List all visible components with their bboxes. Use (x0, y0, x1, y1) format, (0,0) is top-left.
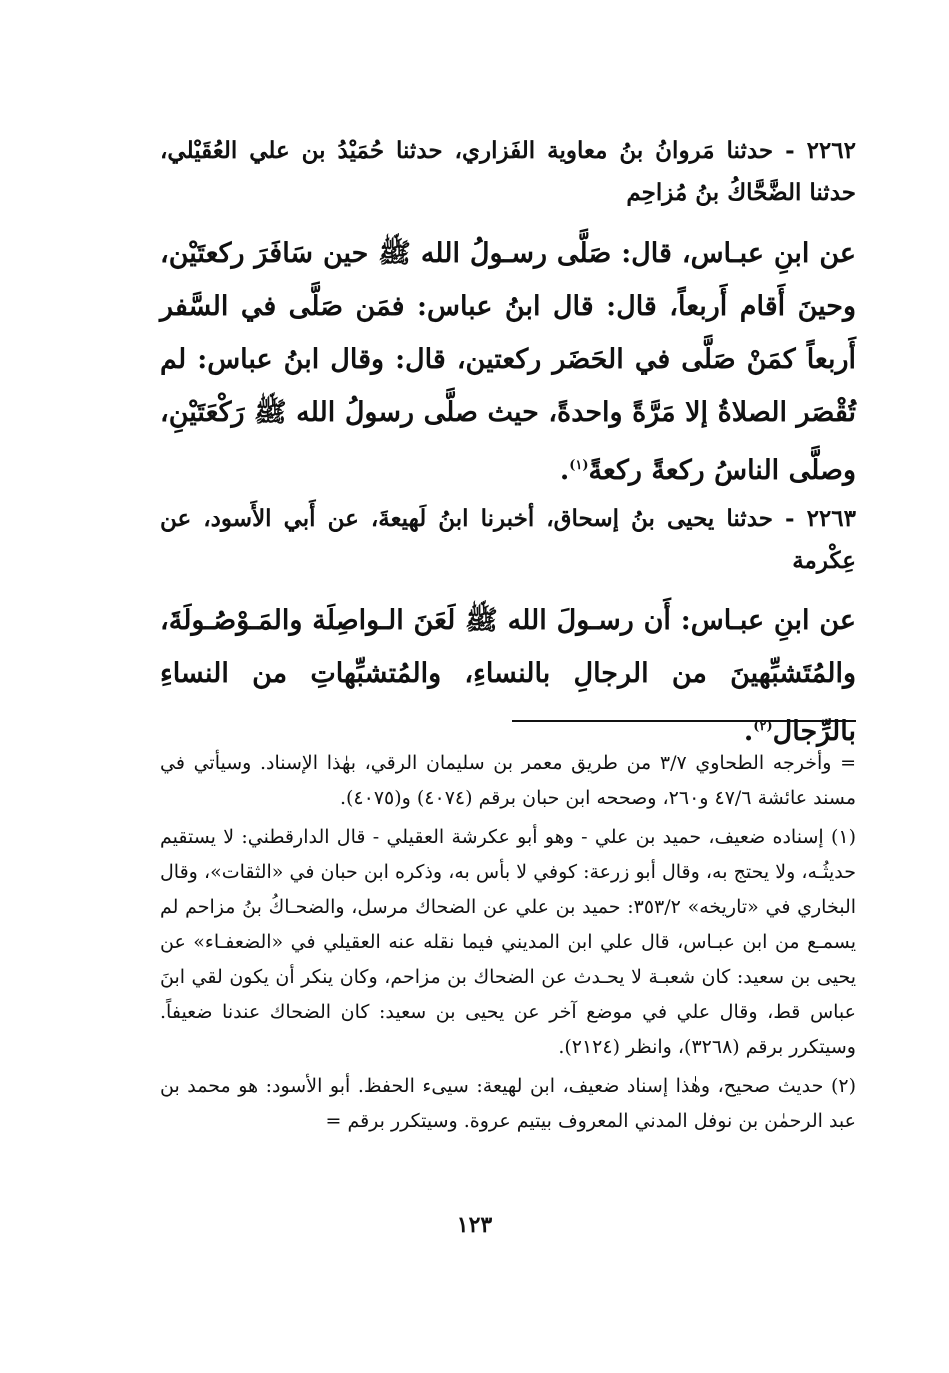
matn-text: عن ابنِ عبـاس: أَن رسـولَ الله ﷺ لَعَنَ الـواصِلَة والمَـوْصُـولَةَ، والمُتَشبِّهينَ من الرجالِ بالنساءِ، والمُتشبِّهاتِ من النساءِ بالرِّجال (160, 605, 856, 747)
isnad-text: - حدثنا مَروانُ بنُ معاوية الفَزاري، حدثنا حُمَيْدُ بن علي العُقَيْلي، حدثنا الضَّحَّاكُ بنُ مُزاحِم (160, 137, 856, 206)
hadith-number: ٢٢٦٣ (806, 505, 856, 532)
isnad-text: - حدثنا يحيى بنُ إسحاق، أخبرنا ابنُ لَهيعةَ، عن أَبي الأَسود، عن عِكْرمة (160, 505, 856, 574)
footnotes (160, 746, 856, 1139)
end-mark: . (559, 455, 570, 486)
hadith-2262-chain (160, 130, 856, 214)
hadith-number: ٢٢٦٢ (806, 137, 856, 164)
footnote-separator (512, 720, 856, 722)
footnote-ref: (٢) (753, 719, 773, 734)
end-mark: . (743, 716, 754, 747)
hadith-2263-text (160, 594, 856, 758)
footnote-carryover: = وأخرجه الطحاوي ٣/٧ من طريق معمر بن سليمان الرقي، بهٰذا الإسناد. وسيأتي في مسند عائشة ٤٧/٦ و٢٦٠، وصححه ابن حبان برقم (٤٠٧٤) و(٤٠٧٥). (160, 752, 856, 809)
hadith-2263-chain (160, 498, 856, 582)
footnote-label: (٢) (830, 1075, 856, 1097)
footnote-text: إسناده ضعيف، حميد بن علي - وهو أبو عكرشة العقيلي - قال الدارقطني: لا يستقيم حديثُـه، ولا يحتج به، وقال أبو زرعة: كوفي لا بأس به، وذكره ابن حبان في «الثقات»، وقال البخاري في «تاريخه» ٣٥٣/٢: حميد بن علي عن الضحاك مرسل، والضحـاكُ بنُ مزاحم لم يسمـع من ابن عبـاس، قال علي ابن المديني فيما نقله عنه العقيلي في «الضعفـاء» عن يحيى بن سعيد: كان شعبـة لا يحـدث عن الضحاك بن مزاحم، وكان ينكر أن يكون لقي ابنَ عباس قط، وقال علي في موضع آخر عن يحيى بن سعيد: كان الضحاك عندنا ضعيفاً. وسيتكرر برقم (٣٢٦٨)، وانظر (٢١٢٤). (160, 826, 857, 1058)
footnote-2 (160, 1069, 856, 1139)
hadith-2262-text (160, 227, 856, 497)
footnote-ref: (١) (569, 458, 589, 473)
footnote-1 (160, 820, 856, 1065)
matn-text: عن ابنِ عبـاس، قال: صَلَّى رسـولُ الله ﷺ حين سَافَرَ ركعتَيْن، وحينَ أَقام أَربعاً، قال: قال ابنُ عباس: فمَن صَلَّى في السَّفر أَربعاً كمَنْ صَلَّى في الحَضَر ركعتين، قال: وقال ابنُ عباس: لم تُقْصَر الصلاةُ إلا مَرَّةً واحدةً، حيث صلَّى رسولُ الله ﷺ رَكْعَتَيْنِ، وصلَّى الناسُ ركعةً ركعةً (160, 238, 856, 486)
footnote-text: حديث صحيح، وهٰذا إسناد ضعيف، ابن لهيعة: سيىء الحفظ. أبو الأسود: هو محمد بن عبد الرحمٰن بن نوفل المدني المعروف بيتيم عروة. وسيتكرر برقم = (160, 1075, 856, 1132)
footnote-label: (١) (830, 826, 856, 848)
page-number: ١٢٣ (456, 1212, 493, 1238)
